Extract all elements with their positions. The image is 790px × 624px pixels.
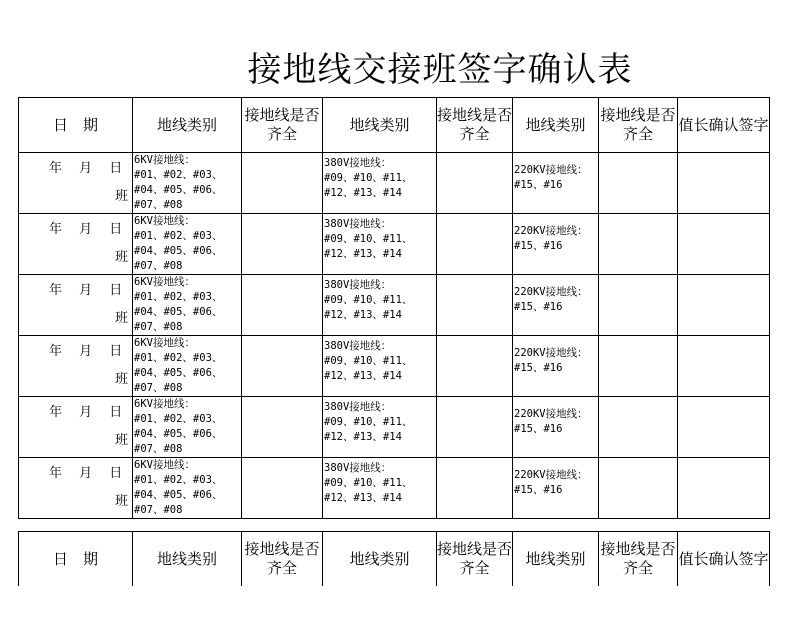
complete-check-220kv[interactable] [599, 458, 678, 519]
ground-type-380v [323, 336, 437, 397]
ground-line-text: #07、#08 [134, 504, 183, 516]
complete-check-220kv[interactable] [599, 397, 678, 458]
complete-check-6kv[interactable] [242, 214, 323, 275]
ground-line-text: 380V接地线： [324, 157, 392, 169]
ground-line-text: #09、#10、#11、 [324, 416, 413, 428]
ground-type-6kv [133, 336, 242, 397]
header-complete-220kv: 接地线是否齐全 [599, 532, 678, 587]
ground-line-text: #01、#02、#03、 [134, 474, 223, 486]
complete-check-380v[interactable] [437, 458, 513, 519]
complete-check-380v[interactable] [437, 336, 513, 397]
ground-type-220kv [513, 336, 599, 397]
date-shift-cell[interactable] [19, 153, 133, 214]
duty-sign-cell[interactable] [678, 214, 770, 275]
ground-type-380v [323, 275, 437, 336]
ground-line-text: 220KV接地线： [514, 469, 588, 481]
header-type-220kv: 地线类别 [513, 98, 599, 153]
ground-type-380v [323, 458, 437, 519]
ground-type-380v [323, 397, 437, 458]
shift-label: 班 [114, 494, 128, 509]
ground-line-text: #15、#16 [514, 179, 563, 191]
ground-line-text: #15、#16 [514, 423, 563, 435]
duty-sign-cell[interactable] [678, 153, 770, 214]
ground-line-text: 6KV接地线： [134, 398, 195, 410]
handover-table-next-page [18, 531, 770, 586]
complete-check-220kv[interactable] [599, 275, 678, 336]
ground-line-text: #01、#02、#03、 [134, 291, 223, 303]
ground-line-text: 380V接地线： [324, 340, 392, 352]
header-type-220kv: 地线类别 [513, 532, 599, 587]
header-row [19, 532, 770, 587]
complete-check-220kv[interactable] [599, 153, 678, 214]
ground-line-text: #07、#08 [134, 321, 183, 333]
ground-line-text: #15、#16 [514, 240, 563, 252]
ground-line-text: 6KV接地线： [134, 215, 195, 227]
ground-line-text: 220KV接地线： [514, 347, 588, 359]
duty-sign-cell[interactable] [678, 275, 770, 336]
header-date: 日 期 [19, 98, 133, 153]
ground-type-6kv [133, 458, 242, 519]
complete-check-380v[interactable] [437, 275, 513, 336]
complete-check-6kv[interactable] [242, 336, 323, 397]
ground-line-text: #09、#10、#11、 [324, 355, 413, 367]
ground-line-text: #04、#05、#06、 [134, 184, 223, 196]
shift-label: 班 [114, 250, 128, 265]
ground-line-text: 6KV接地线： [134, 276, 195, 288]
ground-line-text: 380V接地线： [324, 218, 392, 230]
header-complete-380v: 接地线是否齐全 [437, 532, 513, 587]
table-row [19, 458, 770, 519]
table-row [19, 397, 770, 458]
ground-line-text: #01、#02、#03、 [134, 230, 223, 242]
ground-line-text: 220KV接地线： [514, 225, 588, 237]
date-shift-cell[interactable] [19, 336, 133, 397]
header-type-380v: 地线类别 [323, 98, 437, 153]
header-type-6kv: 地线类别 [133, 98, 242, 153]
ground-type-220kv [513, 214, 599, 275]
ground-type-380v [323, 153, 437, 214]
table-row [19, 153, 770, 214]
handover-table [18, 97, 770, 519]
ground-type-6kv [133, 214, 242, 275]
date-shift-cell[interactable] [19, 214, 133, 275]
duty-sign-cell[interactable] [678, 397, 770, 458]
date-shift-cell[interactable] [19, 458, 133, 519]
ground-line-text: 380V接地线： [324, 401, 392, 413]
ground-type-220kv [513, 275, 599, 336]
ground-line-text: 380V接地线： [324, 462, 392, 474]
ground-line-text: #07、#08 [134, 443, 183, 455]
ground-line-text: #07、#08 [134, 260, 183, 272]
header-complete-6kv: 接地线是否齐全 [242, 98, 323, 153]
complete-check-6kv[interactable] [242, 397, 323, 458]
shift-label: 班 [114, 433, 128, 448]
ground-line-text: #09、#10、#11、 [324, 294, 413, 306]
shift-label: 班 [114, 311, 128, 326]
ground-line-text: 6KV接地线： [134, 154, 195, 166]
date-label: 年 月 日 [49, 161, 123, 176]
header-type-380v: 地线类别 [323, 532, 437, 587]
ground-line-text: #09、#10、#11、 [324, 477, 413, 489]
table-row [19, 336, 770, 397]
ground-line-text: #04、#05、#06、 [134, 367, 223, 379]
ground-line-text: #09、#10、#11、 [324, 233, 413, 245]
ground-line-text: 220KV接地线： [514, 164, 588, 176]
ground-line-text: #07、#08 [134, 382, 183, 394]
ground-type-220kv [513, 458, 599, 519]
ground-type-6kv [133, 153, 242, 214]
complete-check-380v[interactable] [437, 397, 513, 458]
date-label: 年 月 日 [49, 405, 123, 420]
complete-check-6kv[interactable] [242, 458, 323, 519]
ground-type-220kv [513, 153, 599, 214]
ground-line-text: 6KV接地线： [134, 337, 195, 349]
shift-label: 班 [114, 372, 128, 387]
header-complete-220kv: 接地线是否齐全 [599, 98, 678, 153]
page-title: 接地线交接班签字确认表 [247, 50, 633, 90]
ground-line-text: #12、#13、#14 [324, 248, 402, 260]
ground-line-text: #12、#13、#14 [324, 309, 402, 321]
complete-check-220kv[interactable] [599, 336, 678, 397]
date-label: 年 月 日 [49, 222, 123, 237]
ground-line-text: #04、#05、#06、 [134, 245, 223, 257]
complete-check-380v[interactable] [437, 153, 513, 214]
shift-label: 班 [114, 189, 128, 204]
complete-check-220kv[interactable] [599, 214, 678, 275]
ground-line-text: 6KV接地线： [134, 459, 195, 471]
ground-line-text: #04、#05、#06、 [134, 428, 223, 440]
complete-check-6kv[interactable] [242, 153, 323, 214]
date-shift-cell[interactable] [19, 275, 133, 336]
complete-check-380v[interactable] [437, 214, 513, 275]
ground-type-380v [323, 214, 437, 275]
table-row [19, 214, 770, 275]
ground-line-text: #15、#16 [514, 362, 563, 374]
ground-line-text: #12、#13、#14 [324, 431, 402, 443]
ground-line-text: #12、#13、#14 [324, 492, 402, 504]
header-complete-6kv: 接地线是否齐全 [242, 532, 323, 587]
ground-type-220kv [513, 397, 599, 458]
ground-line-text: #09、#10、#11、 [324, 172, 413, 184]
ground-line-text: 220KV接地线： [514, 408, 588, 420]
ground-line-text: #04、#05、#06、 [134, 489, 223, 501]
complete-check-6kv[interactable] [242, 275, 323, 336]
ground-line-text: #01、#02、#03、 [134, 169, 223, 181]
date-label: 年 月 日 [49, 283, 123, 298]
date-label: 年 月 日 [49, 466, 123, 481]
date-shift-cell[interactable] [19, 397, 133, 458]
date-label: 年 月 日 [49, 344, 123, 359]
header-duty-sign: 值长确认签字 [678, 532, 770, 587]
header-date: 日 期 [19, 532, 133, 587]
duty-sign-cell[interactable] [678, 458, 770, 519]
ground-type-6kv [133, 275, 242, 336]
ground-line-text: #07、#08 [134, 199, 183, 211]
ground-line-text: 380V接地线： [324, 279, 392, 291]
header-row [19, 98, 770, 153]
header-type-6kv: 地线类别 [133, 532, 242, 587]
ground-type-6kv [133, 397, 242, 458]
ground-line-text: 220KV接地线： [514, 286, 588, 298]
ground-line-text: #01、#02、#03、 [134, 413, 223, 425]
header-duty-sign: 值长确认签字 [678, 98, 770, 153]
ground-line-text: #15、#16 [514, 484, 563, 496]
ground-line-text: #01、#02、#03、 [134, 352, 223, 364]
ground-line-text: #04、#05、#06、 [134, 306, 223, 318]
duty-sign-cell[interactable] [678, 336, 770, 397]
ground-line-text: #15、#16 [514, 301, 563, 313]
table-row [19, 275, 770, 336]
header-complete-380v: 接地线是否齐全 [437, 98, 513, 153]
ground-line-text: #12、#13、#14 [324, 370, 402, 382]
ground-line-text: #12、#13、#14 [324, 187, 402, 199]
